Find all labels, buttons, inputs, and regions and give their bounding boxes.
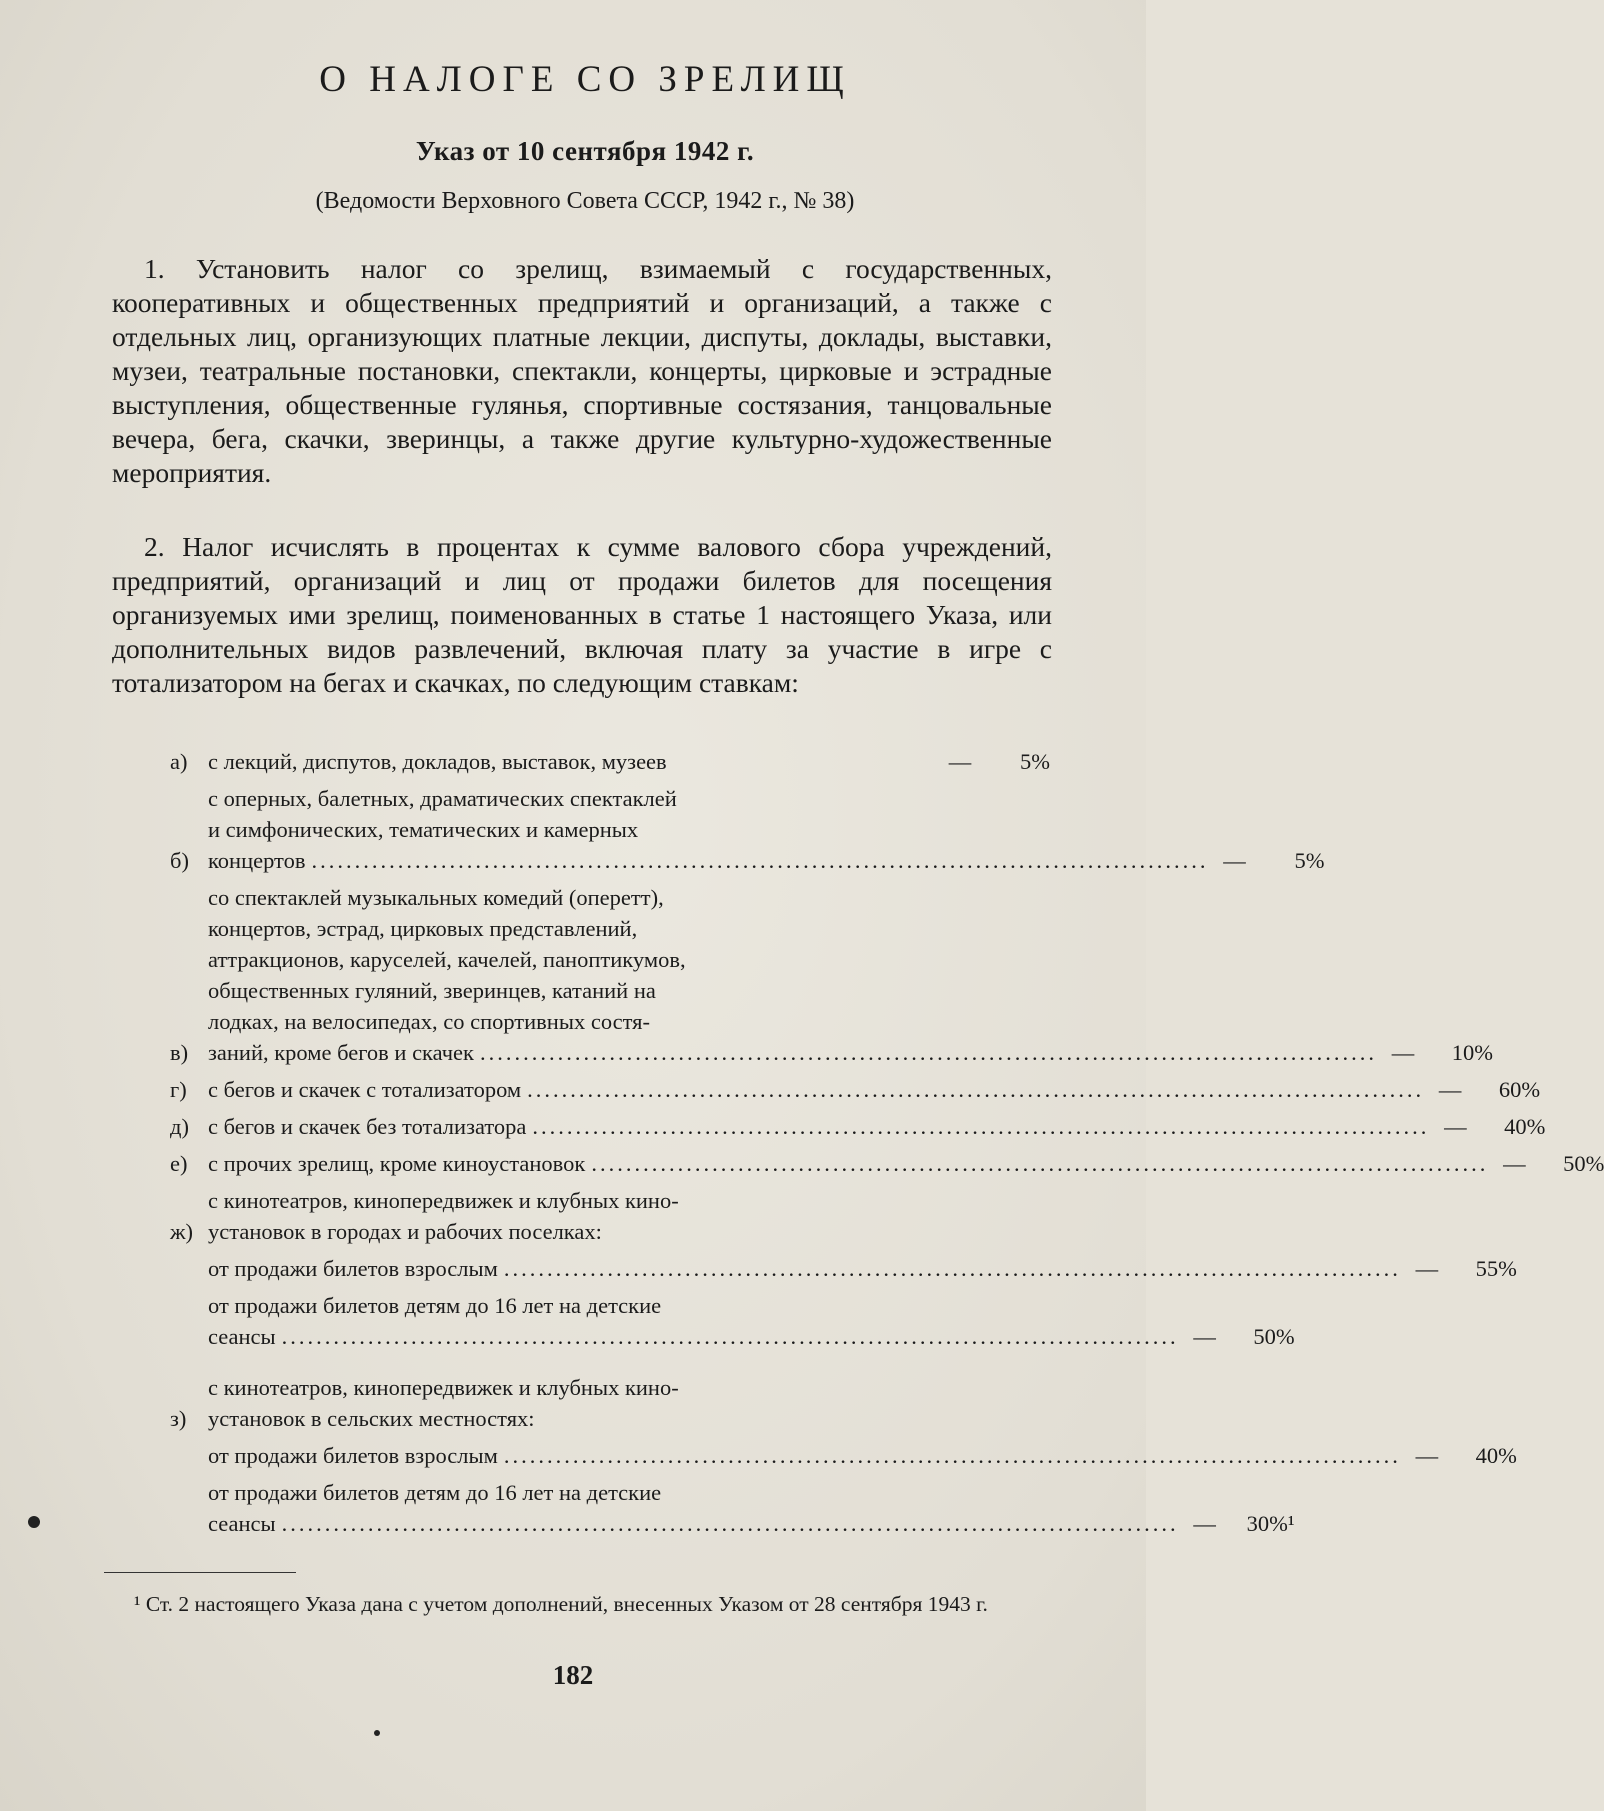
- rate-value: 5%: [1294, 848, 1325, 873]
- rate-text: аттракционов, каруселей, качелей, паноптикумов,: [208, 947, 686, 972]
- spacer: [170, 1358, 1050, 1372]
- rate-dash: —: [948, 749, 972, 774]
- rate-line: [208, 1216, 940, 1247]
- rate-line: [208, 1321, 1185, 1352]
- rate-text: концертов: [208, 848, 306, 873]
- rate-row: [170, 1074, 1541, 1105]
- rate-row: [170, 882, 1493, 1068]
- rate-text: концертов, эстрад, цирковых представлений,: [208, 916, 638, 941]
- source-reference: (Ведомости Верховного Совета СССР, 1942 г., № 38): [315, 188, 855, 214]
- dot-leader: ........................................................................................................: [281, 1511, 1179, 1536]
- rate-line: [208, 1440, 1407, 1471]
- rate-row: [170, 1253, 1517, 1284]
- rate-body: [208, 783, 1214, 876]
- rate-dash: —: [1415, 1443, 1439, 1468]
- rate-letter: в): [170, 1040, 189, 1065]
- rate-text: от продажи билетов детям до 16 лет на детские: [208, 1480, 662, 1505]
- rate-text: от продажи билетов детям до 16 лет на детские: [208, 1293, 662, 1318]
- rate-value: 50%: [1253, 1324, 1295, 1349]
- rate-letter: д): [170, 1114, 189, 1139]
- rate-row: [170, 1148, 1604, 1179]
- rate-line: [208, 913, 1383, 944]
- paragraph-2: 2. Налог исчислять в процентах к сумме валового сбора учреждений, предприятий, организаций и лиц от продажи билетов для посещения организуемых ими зрелищ, поименованных в статье 1 настоящего Указа, или дополнительных видов развлечений, включая плату за участие в игре с тотализатором на бегах и скачках, по следующим ставкам:: [112, 531, 1052, 698]
- rate-text: заний, кроме бегов и скачек: [208, 1040, 474, 1065]
- paragraph-1: 1. Установить налог со зрелищ, взимаемый с государственных, кооперативных и общественных предприятий и организаций, а также с отдельных лиц, организующих платные лекции, диспуты, доклады, выставки, музеи, театральные постановки, спектакли, концерты, цирковые и эстрадные выступления, общественные гулянья, спортивные состязания, танцовальные вечера, бега, скачки, зверинцы, а также другие культурно-художественные мероприятия.: [112, 253, 1052, 488]
- rate-value: 55%: [1475, 1256, 1517, 1281]
- rate-line: [208, 1290, 1185, 1321]
- rate-letter: а): [170, 749, 188, 774]
- dot-leader: ........................................................................................................: [591, 1151, 1489, 1176]
- dot-leader: ........................................................................................................: [281, 1324, 1179, 1349]
- rate-dash: —: [1223, 848, 1246, 873]
- rate-text: сеансы: [208, 1511, 276, 1536]
- rate-line: [208, 882, 1383, 913]
- rate-text: установок в городах и рабочих поселках:: [208, 1219, 602, 1244]
- rate-line: [208, 1508, 1185, 1539]
- dot-leader: ........................................................................................................: [532, 1114, 1430, 1139]
- rate-text: от продажи билетов взрослым: [208, 1256, 498, 1281]
- rate-text: с прочих зрелищ, кроме киноустановок: [208, 1151, 586, 1176]
- rate-letter: б): [170, 848, 189, 873]
- rate-body: [208, 746, 940, 777]
- footnote: ¹ Ст. 2 настоящего Указа дана с учетом дополнений, внесенных Указом от 28 сентября 1943 г.: [134, 1592, 988, 1616]
- rate-letter: е): [170, 1151, 188, 1176]
- rate-dash: —: [1391, 1040, 1415, 1065]
- rate-text: со спектаклей музыкальных комедий (оперетт),: [208, 885, 664, 910]
- page-title: О НАЛОГЕ СО ЗРЕЛИЩ: [319, 59, 851, 100]
- rate-value: 30%¹: [1246, 1511, 1295, 1536]
- rate-row: [170, 783, 1325, 876]
- rate-line: [208, 746, 940, 777]
- rate-row: [170, 746, 1050, 777]
- rate-body: [208, 882, 1383, 1068]
- dot-leader: ........................................................................................................: [527, 1077, 1425, 1102]
- rate-dash: —: [1415, 1256, 1439, 1281]
- rate-letter: ж): [170, 1219, 194, 1244]
- decree-subtitle: Указ от 10 сентября 1942 г.: [415, 136, 755, 166]
- rate-dash: —: [1438, 1077, 1462, 1102]
- rate-line: [208, 783, 1214, 814]
- rate-row: [170, 1440, 1517, 1471]
- rate-text: общественных гуляний, зверинцев, катаний на: [208, 978, 656, 1003]
- rate-text: с оперных, балетных, драматических спектаклей: [208, 786, 677, 811]
- rate-line: [208, 1006, 1383, 1037]
- rate-dash: —: [1193, 1324, 1216, 1349]
- rate-dash: —: [1503, 1151, 1526, 1176]
- rate-body: [208, 1372, 940, 1434]
- rate-row: [170, 1477, 1295, 1539]
- rate-text: установок в сельских местностях:: [208, 1406, 535, 1431]
- rate-line: [208, 944, 1383, 975]
- rate-dash: —: [1444, 1114, 1467, 1139]
- rate-line: [208, 1403, 940, 1434]
- rate-letter: з): [170, 1406, 187, 1431]
- rate-text: с лекций, диспутов, докладов, выставок, музеев: [208, 749, 667, 774]
- dot-leader: ........................................................................................................: [503, 1256, 1401, 1281]
- rate-row: [170, 1372, 1050, 1434]
- rate-text: с бегов и скачек без тотализатора: [208, 1114, 527, 1139]
- rate-text: от продажи билетов взрослым: [208, 1443, 498, 1468]
- rate-body: [208, 1074, 1430, 1105]
- rate-line: [208, 1037, 1383, 1068]
- rate-text: с бегов и скачек с тотализатором: [208, 1077, 522, 1102]
- rate-value: 50%: [1563, 1151, 1604, 1176]
- rate-value: 40%: [1475, 1443, 1517, 1468]
- rate-text: с кинотеатров, кинопередвижек и клубных кино-: [208, 1375, 679, 1400]
- rate-line: [208, 814, 1214, 845]
- rate-value: 40%: [1504, 1114, 1546, 1139]
- rate-row: [170, 1111, 1546, 1142]
- rate-row: [170, 1185, 1050, 1247]
- rate-value: 10%: [1451, 1040, 1493, 1065]
- rate-body: [208, 1111, 1435, 1142]
- rate-text: сеансы: [208, 1324, 276, 1349]
- rate-line: [208, 975, 1383, 1006]
- footnote-divider: [104, 1572, 296, 1573]
- rate-text: лодках, на велосипедах, со спортивных состя-: [208, 1009, 651, 1034]
- rate-value: 60%: [1498, 1077, 1541, 1102]
- dot-leader: ........................................................................................................: [479, 1040, 1377, 1065]
- rate-row: [170, 1290, 1295, 1352]
- page-number: 182: [552, 1660, 594, 1690]
- dot-leader: ........................................................................................................: [503, 1443, 1401, 1468]
- rate-line: [208, 845, 1214, 876]
- rate-value: 5%: [1020, 749, 1050, 774]
- rate-body: [208, 1185, 940, 1247]
- rate-body: [208, 1290, 1185, 1352]
- rate-body: [208, 1253, 1407, 1284]
- rate-body: [208, 1440, 1407, 1471]
- rate-line: [208, 1148, 1494, 1179]
- rate-dash: —: [1193, 1511, 1216, 1536]
- rate-line: [208, 1185, 940, 1216]
- rate-body: [208, 1477, 1185, 1539]
- dot-leader: ........................................................................................................: [311, 848, 1209, 873]
- ink-speck: [28, 1516, 40, 1528]
- rates-list: [170, 746, 1604, 1545]
- rate-line: [208, 1372, 940, 1403]
- rate-letter: г): [170, 1077, 187, 1102]
- rate-text: с кинотеатров, кинопередвижек и клубных кино-: [208, 1188, 679, 1213]
- rate-line: [208, 1074, 1430, 1105]
- rate-line: [208, 1111, 1435, 1142]
- rate-line: [208, 1477, 1185, 1508]
- ink-speck: [374, 1730, 380, 1736]
- rate-body: [208, 1148, 1494, 1179]
- rate-text: и симфонических, тематических и камерных: [208, 817, 639, 842]
- rate-line: [208, 1253, 1407, 1284]
